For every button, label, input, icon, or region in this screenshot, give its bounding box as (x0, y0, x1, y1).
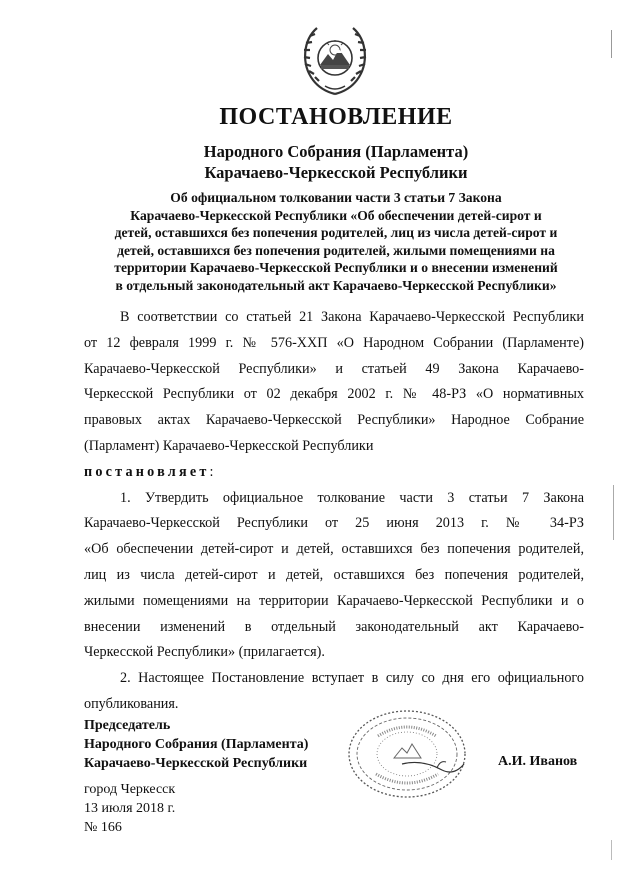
resolves-word (84, 460, 584, 486)
resolves-text: постановляет (84, 463, 210, 480)
item-line: внесении изменений в отдельный законодательный акт Карачаево- (84, 618, 584, 635)
issuer-heading (0, 141, 640, 183)
document-subject (84, 189, 588, 294)
preamble-line: Карачаево-Черкесской Республики» и статьей 49 Закона Карачаево- (84, 360, 584, 377)
item-line: опубликования. (84, 695, 179, 712)
preamble-line: правовых актах Карачаево-Черкесской Республики» Народное Собрание (84, 412, 584, 429)
subject-line: Об официальном толковании части 3 статьи 7 Закона (170, 190, 502, 205)
document-body (84, 305, 584, 718)
item-line: лиц из числа детей-сирот и детей, оставшихся без попечения родителей, (84, 566, 584, 583)
date: 13 июля 2018 г. (84, 801, 176, 816)
subject-line: детей, оставшихся без попечения родителей, жилыми помещениями на (117, 242, 555, 258)
item-line: «Об обеспечении детей-сирот и детей, оставшихся без попечения родителей, (84, 541, 584, 558)
preamble-line: Черкесской Республики от 02 декабря 2002 г. № 48-РЗ «О нормативных (84, 386, 584, 403)
document-type-heading: ПОСТАНОВЛЕНИЕ (219, 104, 453, 130)
scan-edge-mark (611, 840, 612, 860)
issuer-line: Карачаево-Черкесской Республики (204, 163, 468, 182)
item-line: Черкесской Республики» (прилагается). (84, 644, 325, 661)
city: город Черкесск (84, 782, 176, 797)
issuer-line: Народного Собрания (Парламента) (203, 142, 469, 161)
item-line: жилыми помещениями на территории Карачаево-Черкесской Республики и о (84, 592, 584, 609)
item-line: 1. Утвердить официальное толкование части 3 статьи 7 Закона (120, 489, 584, 506)
subject-line: в отдельный законодательный акт Карачаево-Черкесской Республики» (115, 277, 557, 293)
signatory-title-line: Народного Собрания (Парламента) (84, 737, 309, 752)
document-number: № 166 (84, 820, 122, 835)
signatory-title (84, 716, 308, 773)
signatory-name: А.И. Иванов (498, 754, 578, 769)
subject-line: Карачаево-Черкесской Республики «Об обеспечении детей-сирот и (130, 207, 542, 223)
item-line: Карачаево-Черкесской Республики от 25 июня 2013 г. № 34-РЗ (84, 515, 584, 532)
item-1-paragraph (84, 486, 584, 667)
preamble-line: В соответствии со статьей 21 Закона Карачаево-Черкесской Республики (120, 309, 584, 325)
scan-edge-mark (611, 30, 612, 58)
preamble-paragraph (84, 305, 584, 460)
item-2-paragraph (84, 666, 584, 718)
item-line: 2. Настоящее Постановление вступает в силу со дня его официального (120, 670, 584, 687)
coat-of-arms-emblem (295, 20, 375, 96)
scan-edge-mark (613, 485, 614, 540)
official-round-seal (342, 704, 472, 800)
preamble-line: от 12 февраля 1999 г. № 576-XXП «О Народном Собрании (Парламенте) (84, 334, 584, 351)
signatory-title-line: Карачаево-Черкесской Республики (84, 756, 308, 771)
resolves-colon: : (209, 463, 217, 480)
place-date-number (84, 780, 175, 837)
preamble-line: (Парламент) Карачаево-Черкесской Республики (84, 437, 374, 454)
subject-line: территории Карачаево-Черкесской Республики и о внесении изменений (114, 260, 558, 275)
signatory-title-line: Председатель (84, 718, 171, 733)
subject-line: детей, оставшихся без попечения родителей, лиц из числа детей-сирот и (114, 225, 558, 240)
